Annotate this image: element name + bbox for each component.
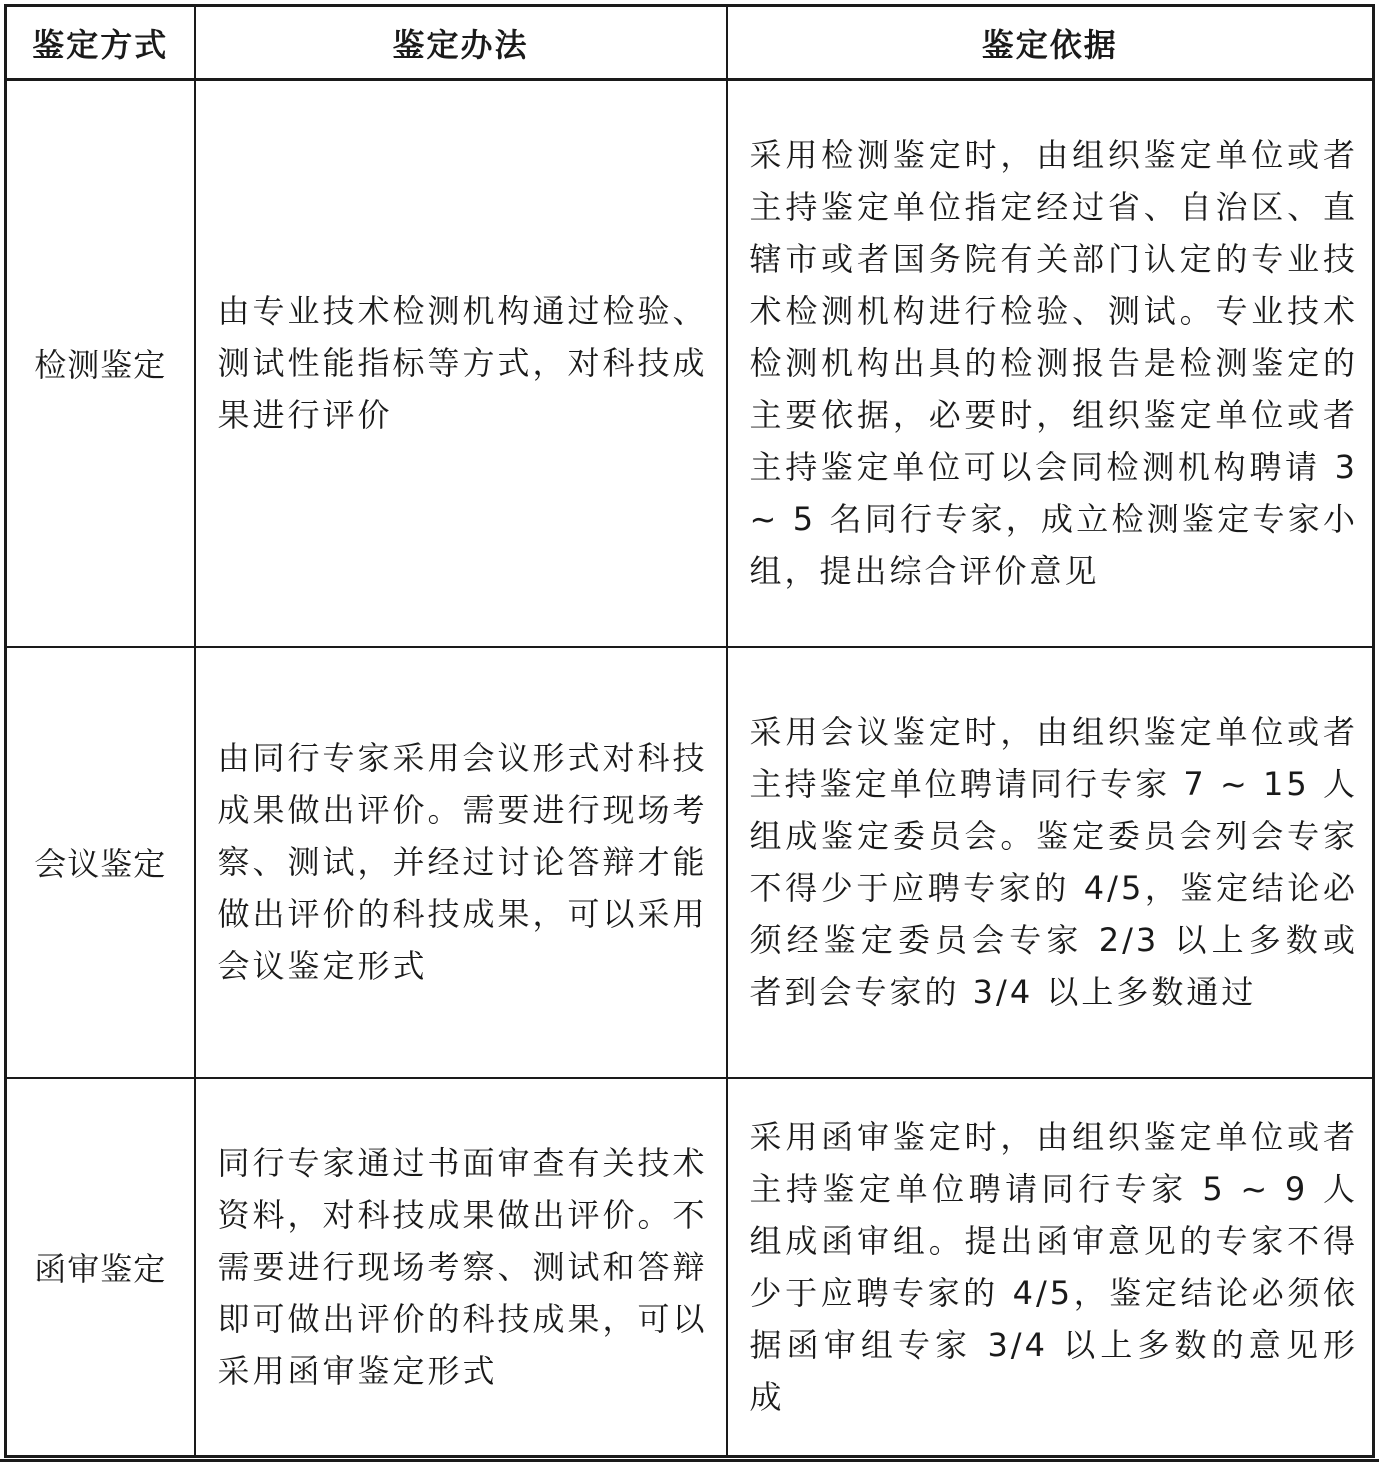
table-row (6, 1078, 1374, 1457)
header-row (6, 6, 1374, 80)
mode-cell: 检测鉴定 (6, 80, 195, 647)
mode-cell: 会议鉴定 (6, 647, 195, 1078)
basis-cell: 采用检测鉴定时，由组织鉴定单位或者主持鉴定单位指定经过省、自治区、直辖市或者国务院有关部门认定的专业技术检测机构进行检验、测试。专业技术检测机构出具的检测报告是检测鉴定的主要依据，必要时，组织鉴定单位或者主持鉴定单位可以会同检测机构聘请 3 ~ 5 名同行专家，成立检测鉴定专家小组，提出综合评价意见 (727, 80, 1374, 647)
appraisal-methods-table (4, 4, 1375, 1458)
table-row (6, 80, 1374, 647)
basis-cell: 采用会议鉴定时，由组织鉴定单位或者主持鉴定单位聘请同行专家 7 ~ 15 人组成鉴定委员会。鉴定委员会列会专家不得少于应聘专家的 4/5，鉴定结论必须经鉴定委员会专家 2/3 以上多数或者到会专家的 3/4 以上多数通过 (727, 647, 1374, 1078)
header-mode: 鉴定方式 (6, 6, 195, 80)
header-basis: 鉴定依据 (727, 6, 1374, 80)
method-cell: 由专业技术检测机构通过检验、测试性能指标等方式，对科技成果进行评价 (195, 80, 727, 647)
table-header (6, 6, 1374, 80)
page-bottom-rule (0, 1459, 1379, 1462)
table-body (6, 80, 1374, 1457)
table-row (6, 647, 1374, 1078)
header-method: 鉴定办法 (195, 6, 727, 80)
mode-cell: 函审鉴定 (6, 1078, 195, 1457)
method-cell: 同行专家通过书面审查有关技术资料，对科技成果做出评价。不需要进行现场考察、测试和答辩即可做出评价的科技成果，可以采用函审鉴定形式 (195, 1078, 727, 1457)
method-cell: 由同行专家采用会议形式对科技成果做出评价。需要进行现场考察、测试，并经过讨论答辩才能做出评价的科技成果，可以采用会议鉴定形式 (195, 647, 727, 1078)
basis-cell: 采用函审鉴定时，由组织鉴定单位或者主持鉴定单位聘请同行专家 5 ~ 9 人组成函审组。提出函审意见的专家不得少于应聘专家的 4/5，鉴定结论必须依据函审组专家 3/4 以上多数的意见形成 (727, 1078, 1374, 1457)
